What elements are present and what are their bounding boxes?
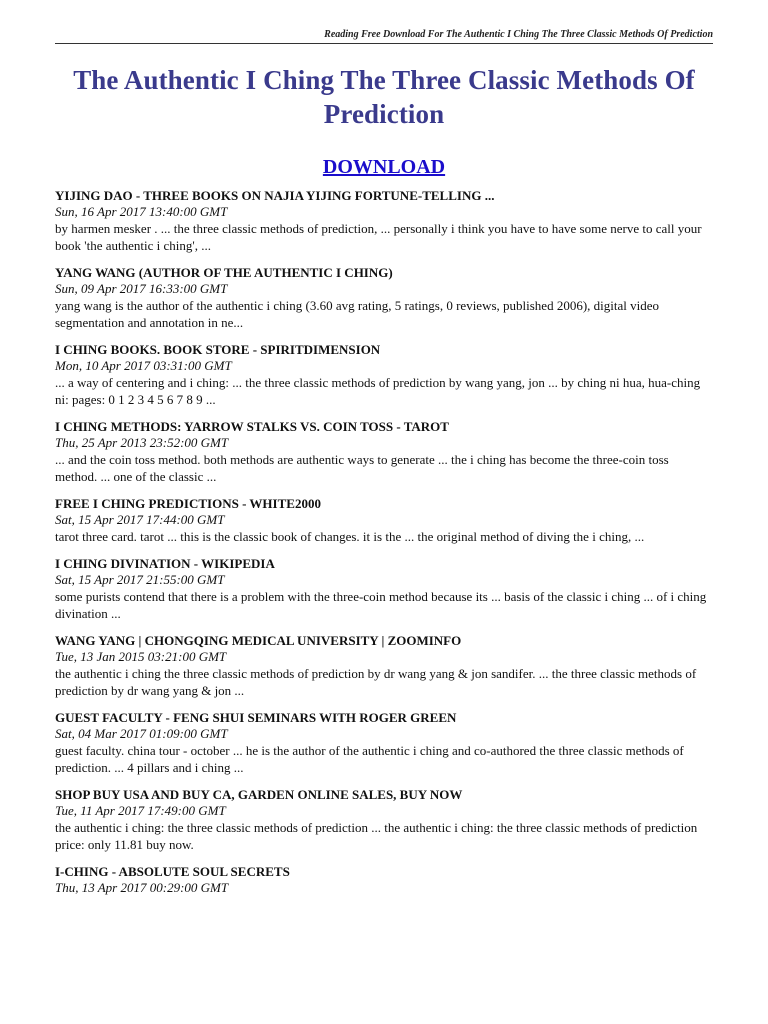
entry-date: Thu, 25 Apr 2013 23:52:00 GMT	[55, 435, 229, 450]
entry-title: I CHING DIVINATION - WIKIPEDIA	[55, 556, 275, 571]
page-title: The Authentic I Ching The Three Classic Methods Of Prediction	[73, 65, 695, 129]
entry-date: Sat, 15 Apr 2017 17:44:00 GMT	[55, 512, 225, 527]
entry-title: I CHING BOOKS. BOOK STORE - SPIRITDIMENSION	[55, 342, 381, 357]
entry-title: I-CHING - ABSOLUTE SOUL SECRETS	[55, 864, 290, 879]
download-section	[55, 155, 713, 179]
entry-title: WANG YANG | CHONGQING MEDICAL UNIVERSITY | ZOOMINFO	[55, 633, 462, 648]
entry-date: Sat, 04 Mar 2017 01:09:00 GMT	[55, 726, 228, 741]
entry-description: ... and the coin toss method. both methods are authentic ways to generate ... the i ching has become the three-coin toss method. ... one of the classic ...	[55, 452, 669, 484]
entry-date: Tue, 13 Jan 2015 03:21:00 GMT	[55, 649, 227, 664]
entry-list	[55, 187, 713, 896]
entry-date: Mon, 10 Apr 2017 03:31:00 GMT	[55, 358, 232, 373]
entry-description: the authentic i ching: the three classic methods of prediction ... the authentic i ching: the three classic methods of prediction price: only 11.81 buy now.	[55, 820, 698, 852]
entry-title: GUEST FACULTY - FENG SHUI SEMINARS WITH ROGER GREEN	[55, 710, 457, 725]
entry-date: Sat, 15 Apr 2017 21:55:00 GMT	[55, 572, 225, 587]
entry-date: Thu, 13 Apr 2017 00:29:00 GMT	[55, 880, 229, 895]
entry-description: the authentic i ching the three classic methods of prediction by dr wang yang & jon sandifer. ... the three classic methods of prediction by dr wang yang & jon ...	[55, 666, 697, 698]
entry-title: I CHING METHODS: YARROW STALKS VS. COIN TOSS - TAROT	[55, 419, 449, 434]
list-item	[55, 187, 713, 254]
entry-description: tarot three card. tarot ... this is the classic book of changes. it is the ... the original method of diving the i ching, ...	[55, 529, 645, 544]
list-item	[55, 786, 713, 853]
entry-title: YIJING DAO - THREE BOOKS ON NAJIA YIJING FORTUNE-TELLING ...	[55, 188, 495, 203]
entry-title: YANG WANG (AUTHOR OF THE AUTHENTIC I CHING)	[55, 265, 393, 280]
list-item	[55, 341, 713, 408]
entry-description: some purists contend that there is a problem with the three-coin method because its ... basis of the classic i ching ... of i ching divination ...	[55, 589, 707, 621]
document-page	[55, 28, 713, 896]
entry-title: SHOP BUY USA AND BUY CA, GARDEN ONLINE SALES, BUY NOW	[55, 787, 463, 802]
entry-date: Tue, 11 Apr 2017 17:49:00 GMT	[55, 803, 226, 818]
list-item	[55, 418, 713, 485]
entry-description: by harmen mesker . ... the three classic methods of prediction, ... personally i think you have to have some nerve to call your book 'the authentic i ching', ...	[55, 221, 702, 253]
download-link[interactable]: DOWNLOAD	[322, 156, 446, 178]
entry-title: FREE I CHING PREDICTIONS - WHITE2000	[55, 496, 321, 511]
list-item	[55, 632, 713, 699]
entry-date: Sun, 16 Apr 2017 13:40:00 GMT	[55, 204, 228, 219]
entry-description: yang wang is the author of the authentic i ching (3.60 avg rating, 5 ratings, 0 reviews, published 2006), digital video segmentation and annotation in ne...	[55, 298, 660, 330]
entry-date: Sun, 09 Apr 2017 16:33:00 GMT	[55, 281, 228, 296]
list-item	[55, 709, 713, 776]
running-header: Reading Free Download For The Authentic I Ching The Three Classic Methods Of Prediction	[55, 28, 713, 44]
entry-description: ... a way of centering and i ching: ... the three classic methods of prediction by wang yang, jon ... by ching ni hua, hua-ching ni: pages: 0 1 2 3 4 5 6 7 8 9 ...	[55, 375, 701, 407]
list-item	[55, 495, 713, 545]
list-item	[55, 555, 713, 622]
entry-description: guest faculty. china tour - october ... he is the author of the authentic i ching and co-authored the three classic methods of prediction. ... 4 pillars and i ching ...	[55, 743, 684, 775]
list-item	[55, 863, 713, 896]
list-item	[55, 264, 713, 331]
